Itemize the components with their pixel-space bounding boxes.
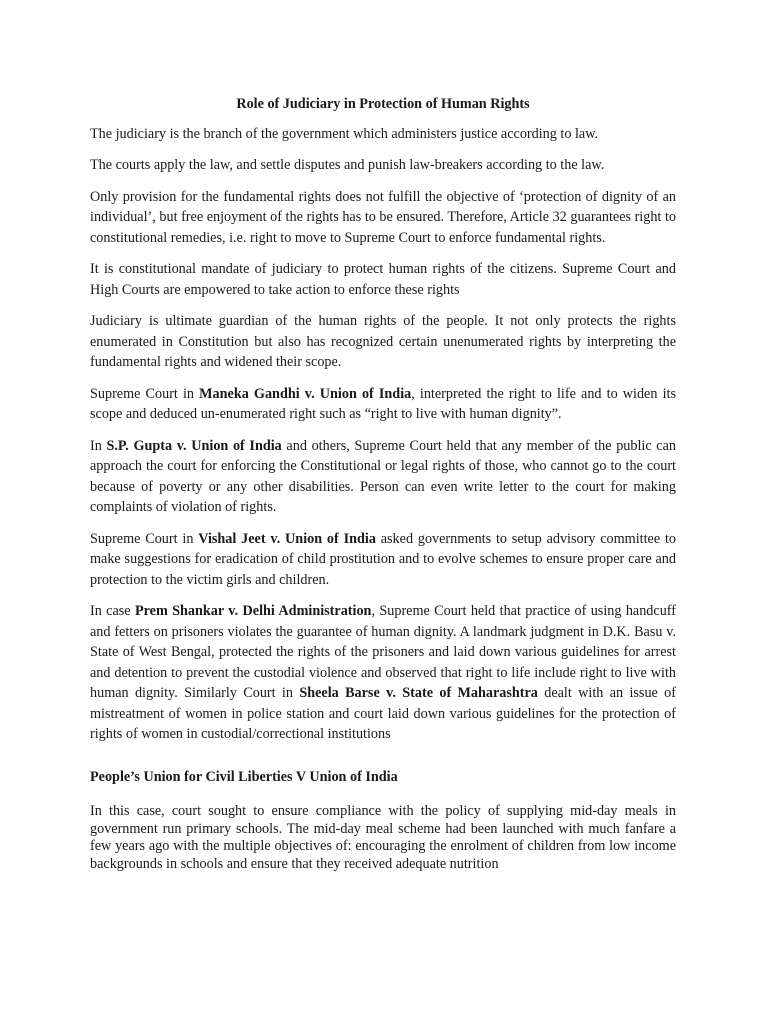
paragraph-judiciary-definition: The judiciary is the branch of the government which administers justice according to law. (90, 125, 599, 142)
text-segment: Supreme Court in (90, 385, 200, 402)
case-name-sp-gupta: S.P. Gupta v. Union of India (106, 437, 282, 454)
text-segment: and others, Supreme Court held that any member of the public can approach the court for enforcing the Constitutional or legal rights of those, who cannot go to the court because of poverty or any other disabilities. Person can even write letter to the court for making complaints of violation of rights. (90, 437, 676, 515)
paragraph-sp-gupta (90, 436, 676, 518)
section-heading-pucl: People’s Union for Civil Liberties V Union of India (90, 768, 398, 785)
paragraph-ultimate-guardian: Judiciary is ultimate guardian of the human rights of the people. It not only protects the rights enumerated in Constitution but also has recognized certain unenumerated rights by interpreting the fundamental rights and widened their scope. (90, 313, 676, 370)
paragraph-courts-apply-law: The courts apply the law, and settle disputes and punish law-breakers according to the law. (90, 157, 605, 173)
document-title: Role of Judiciary in Protection of Human Rights (236, 96, 530, 112)
text-segment: In case (90, 603, 135, 619)
case-name-maneka-gandhi: Maneka Gandhi v. Union of India (199, 385, 412, 402)
document-page (90, 94, 676, 884)
case-name-sheela-barse: Sheela Barse v. State of Maharashtra (299, 685, 538, 701)
paragraph-constitutional-mandate: It is constitutional mandate of judiciary to protect human rights of the citizens. Supreme Court and High Courts are empowered to take action to enforce these rights (90, 261, 676, 298)
paragraph-mid-day-meal: In this case, court sought to ensure compliance with the policy of supplying mid-day meals in government run primary schools. The mid-day meal scheme had been launched with much fanfare a few years ago with the multiple objectives of: encouraging the enrolment of children from low income backgrounds in schools and ensure that they received adequate nutrition (90, 803, 676, 872)
paragraph-maneka-gandhi (90, 384, 676, 425)
paragraph-vishal-jeet (90, 529, 676, 591)
case-name-vishal-jeet: Vishal Jeet v. Union of India (198, 530, 376, 547)
case-name-prem-shankar: Prem Shankar v. Delhi Administration (134, 603, 372, 619)
text-segment: , Supreme Court held that practice of using handcuff and fetters on prisoners violates the guarantee of human dignity. A landmark judgment in D.K. Basu v. State of West Bengal, protected the rights of the prisoners and laid down various guidelines for arrest and detention to prevent the custodial violence and observed that right to life include right to live with human dignity. Similarly Court in (90, 603, 676, 701)
text-segment: In (90, 437, 107, 454)
text-segment: , interpreted the right to life and to widen its scope and deduced un-enumerated right such as “right to live with human dignity”. (90, 385, 676, 422)
paragraph-article-32: Only provision for the fundamental rights does not fulfill the objective of ‘protection of dignity of an individual’, but free enjoyment of the rights has to be ensured. Therefore, Article 32 guarantees right to constitutional remedies, i.e. right to move to Supreme Court to enforce fundamental rights. (90, 188, 676, 246)
text-segment: asked governments to setup advisory committee to make suggestions for eradication of child prostitution and to evolve schemes to ensure proper care and protection to the victim girls and children. (90, 530, 676, 588)
paragraph-prem-shankar (90, 601, 676, 745)
text-segment: Supreme Court in (90, 530, 199, 547)
text-segment: dealt with an issue of mistreatment of women in police station and court laid down various guidelines for the protection of rights of women in custodial/correctional institutions (90, 685, 676, 742)
